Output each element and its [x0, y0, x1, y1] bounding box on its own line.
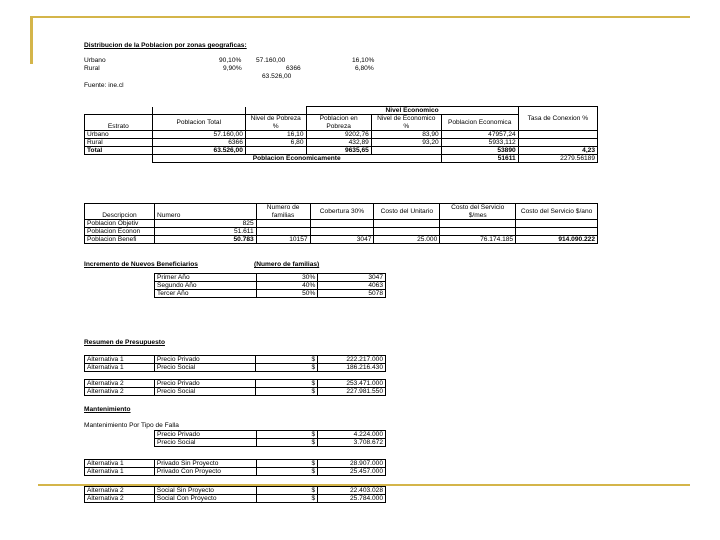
nivel-row-poblacion: 53890: [441, 147, 518, 155]
mantenimiento-row-precio: Precio Privado: [155, 431, 257, 439]
nivel-header-economica: Poblacion Economica: [441, 115, 518, 131]
benef-row-num: 50.783: [154, 236, 256, 244]
mantenimiento-group-alt: Alternativa 2: [85, 487, 155, 495]
presupuesto-row-cur: $: [256, 380, 318, 388]
table-row: [85, 364, 386, 372]
benef-row-cob: [310, 220, 374, 228]
nivel-row-estrato: Rural: [85, 139, 153, 147]
presupuesto-row-cur: $: [256, 356, 318, 364]
dist-row-rural-pct1: 9,90%: [223, 65, 242, 72]
decorative-top-line: [30, 16, 690, 18]
nivel-header-tasa: Tasa de Conexion %: [518, 107, 597, 131]
nivel-row-economico: 93,20: [371, 139, 441, 147]
presupuesto-row-alt: Alternativa 2: [85, 380, 155, 388]
mantenimiento-group-desc: Privado Con Proyecto: [154, 468, 256, 476]
benef-row-uni: [374, 228, 440, 236]
mantenimiento-group-cur: $: [256, 495, 318, 503]
mantenimiento-group-alt: Alternativa 1: [85, 460, 155, 468]
table-row: [85, 388, 386, 396]
nivel-row-tasa: [518, 139, 597, 147]
mantenimiento-group-cur: $: [256, 460, 318, 468]
benef-row-mes: [440, 220, 516, 228]
mantenimiento-group-val: 22.403.028: [318, 487, 386, 495]
table-row: [85, 356, 386, 364]
incremento-row-pct: 50%: [256, 290, 318, 298]
mantenimiento-subtitle: Mantenimiento Por Tipo de Falla: [84, 422, 179, 429]
nivel-header-estrato: Estrato: [85, 115, 153, 131]
benef-row-fam: 10157: [256, 236, 310, 244]
incremento-row-ano: Tercer Año: [155, 290, 257, 298]
presupuesto-table-1: [84, 355, 386, 372]
nivel-row-nivel: 6,80: [245, 139, 306, 147]
nivel-header-total: Poblacion Total: [152, 115, 245, 131]
dist-row-urbano-pct1: 90,10%: [219, 57, 242, 64]
mantenimiento-group-cur: $: [256, 468, 318, 476]
nivel-row-pobreza: 432,89: [306, 139, 371, 147]
dist-row-urbano-pob: 57.160,00: [256, 57, 286, 64]
benef-header-fam: Numero de familias: [256, 204, 310, 220]
mantenimiento-title: Mantenimiento: [84, 406, 131, 413]
presupuesto-row-alt: Alternativa 1: [85, 364, 155, 372]
nivel-row-total: 6366: [152, 139, 245, 147]
table-row: [85, 380, 386, 388]
table-row: [155, 282, 386, 290]
nivel-row-economico: 83,90: [371, 131, 441, 139]
benef-row-num: 825: [154, 220, 256, 228]
mantenimiento-falla-table: [154, 430, 386, 447]
mantenimiento-group-cur: $: [256, 487, 318, 495]
incremento-subtitle: (Numero de familias): [254, 261, 320, 268]
nivel-row-pobreza: 9202,76: [306, 131, 371, 139]
presupuesto-row-precio: Precio Social: [154, 388, 256, 396]
benef-header-desc: Descripcion: [85, 204, 155, 220]
incremento-title: Incremento de Nuevos Beneficiarios: [84, 261, 198, 268]
table-row: [155, 431, 386, 439]
dist-row-rural-pct2: 6,80%: [355, 65, 374, 72]
table-row: [85, 228, 598, 236]
benef-header-cob: Cobertura 30%: [310, 204, 374, 220]
mantenimiento-group-val: 25.784.000: [318, 495, 386, 503]
nivel-row-estrato: Urbano: [85, 131, 153, 139]
nivel-row-poblacion: 47957,24: [441, 131, 518, 139]
nivel-header-top: Nivel Economico: [306, 107, 518, 115]
benef-row-uni: 25.000: [374, 236, 440, 244]
benef-row-desc: Poblacion Benefi: [85, 236, 155, 244]
nivel-row-nivel: [245, 147, 306, 155]
benef-row-mes: 76.174.185: [440, 236, 516, 244]
mantenimiento-row-cur: $: [256, 439, 318, 447]
nivel-row-nivel: 16,10: [245, 131, 306, 139]
presupuesto-row-precio: Precio Privado: [154, 356, 256, 364]
table-row: [85, 147, 598, 155]
mantenimiento-table-2: [84, 486, 386, 503]
presupuesto-title: Resumen de Presupuesto: [84, 339, 165, 346]
mantenimiento-row-val: 3.708.672: [318, 439, 386, 447]
table-row: [85, 236, 598, 244]
nivel-row-economico: [371, 147, 441, 155]
nivel-blank: [85, 155, 153, 163]
benef-row-ano: 914.090.222: [516, 236, 598, 244]
incremento-row-val: 3047: [318, 274, 386, 282]
dist-source: Fuente: ine.cl: [84, 82, 124, 89]
table-row: [85, 131, 598, 139]
benef-row-fam: [256, 228, 310, 236]
benef-header-mes: Costo del Servicio $/mes: [440, 204, 516, 220]
benef-row-mes: [440, 228, 516, 236]
table-row: [155, 439, 386, 447]
table-row: [85, 220, 598, 228]
dist-total: 63.526,00: [262, 73, 292, 80]
presupuesto-row-cur: $: [256, 364, 318, 372]
presupuesto-row-val: 222.217.000: [318, 356, 386, 364]
benef-row-desc: Poblacion Econon: [85, 228, 155, 236]
benef-header-uni: Costo del Unitario: [374, 204, 440, 220]
nivel-footer-label: Poblacion Economicamente: [152, 155, 441, 163]
mantenimiento-group-alt: Alternativa 1: [85, 468, 155, 476]
dist-row-urbano-zona: Urbano: [84, 57, 106, 64]
nivel-row-pobreza: 9635,65: [306, 147, 371, 155]
benef-row-cob: [310, 228, 374, 236]
mantenimiento-group-val: 25.457.000: [318, 468, 386, 476]
mantenimiento-row-val: 4.224.000: [318, 431, 386, 439]
nivel-row-poblacion: 5933,112: [441, 139, 518, 147]
incremento-table: [154, 273, 386, 298]
benef-header-ano: Costo del Servicio $/ano: [516, 204, 598, 220]
table-row: [85, 487, 386, 495]
table-row: [85, 460, 386, 468]
table-row: [85, 139, 598, 147]
incremento-row-ano: Primer Año: [155, 274, 257, 282]
dist-row-rural-zona: Rural: [84, 65, 100, 72]
mantenimiento-row-cur: $: [256, 431, 318, 439]
dist-row-rural-pob: 6366: [286, 65, 301, 72]
mantenimiento-group-desc: Social Sin Proyecto: [154, 487, 256, 495]
benef-row-ano: [516, 220, 598, 228]
mantenimiento-group-val: 28.907.000: [318, 460, 386, 468]
mantenimiento-row-precio: Precio Social: [155, 439, 257, 447]
dist-row-urbano-pct2: 16,10%: [352, 57, 375, 64]
mantenimiento-group-desc: Social Con Proyecto: [154, 495, 256, 503]
nivel-row-tasa: 4,23: [518, 147, 597, 155]
table-row: [155, 290, 386, 298]
benef-table: [84, 203, 598, 244]
nivel-blank: [245, 107, 306, 115]
nivel-footer-tasa: 2279.56189: [518, 155, 597, 163]
incremento-row-ano: Segundo Año: [155, 282, 257, 290]
presupuesto-row-val: 227.981.550: [318, 388, 386, 396]
dist-title: Distribucion de la Poblacion por zonas geograficas:: [84, 42, 247, 49]
nivel-row-total: 63.526,00: [152, 147, 245, 155]
benef-row-num: 51.611: [154, 228, 256, 236]
incremento-row-pct: 40%: [256, 282, 318, 290]
benef-row-ano: [516, 228, 598, 236]
presupuesto-row-alt: Alternativa 2: [85, 388, 155, 396]
table-row: [85, 468, 386, 476]
presupuesto-row-precio: Precio Social: [154, 364, 256, 372]
nivel-row-estrato: Total: [85, 147, 153, 155]
table-row: [85, 495, 386, 503]
nivel-footer-val: 51611: [441, 155, 518, 163]
mantenimiento-group-alt: Alternativa 2: [85, 495, 155, 503]
nivel-blank: [85, 107, 153, 115]
presupuesto-row-cur: $: [256, 388, 318, 396]
table-row: [85, 155, 598, 163]
incremento-row-pct: 30%: [256, 274, 318, 282]
nivel-row-tasa: [518, 131, 597, 139]
nivel-header-pobreza-pct: Nivel de Pobreza %: [245, 115, 306, 131]
benef-row-fam: [256, 220, 310, 228]
decorative-left-bar: [30, 16, 33, 64]
incremento-row-val: 5078: [318, 290, 386, 298]
presupuesto-row-alt: Alternativa 1: [85, 356, 155, 364]
mantenimiento-group-desc: Privado Sin Proyecto: [154, 460, 256, 468]
incremento-row-val: 4063: [318, 282, 386, 290]
mantenimiento-table-1: [84, 459, 386, 476]
presupuesto-table-2: [84, 379, 386, 396]
table-row: [155, 274, 386, 282]
nivel-header-economico-pct: Nivel de Economico %: [371, 115, 441, 131]
benef-header-num: Numero: [154, 204, 256, 220]
nivel-header-pobreza: Poblacion en Pobreza: [306, 115, 371, 131]
presupuesto-row-precio: Precio Privado: [154, 380, 256, 388]
presupuesto-row-val: 253.471.000: [318, 380, 386, 388]
benef-row-uni: [374, 220, 440, 228]
nivel-table: [84, 106, 598, 163]
nivel-row-total: 57.160,00: [152, 131, 245, 139]
benef-row-cob: 3047: [310, 236, 374, 244]
presupuesto-row-val: 186.216.430: [318, 364, 386, 372]
benef-row-desc: Poblacion Objetiv: [85, 220, 155, 228]
nivel-blank: [152, 107, 245, 115]
